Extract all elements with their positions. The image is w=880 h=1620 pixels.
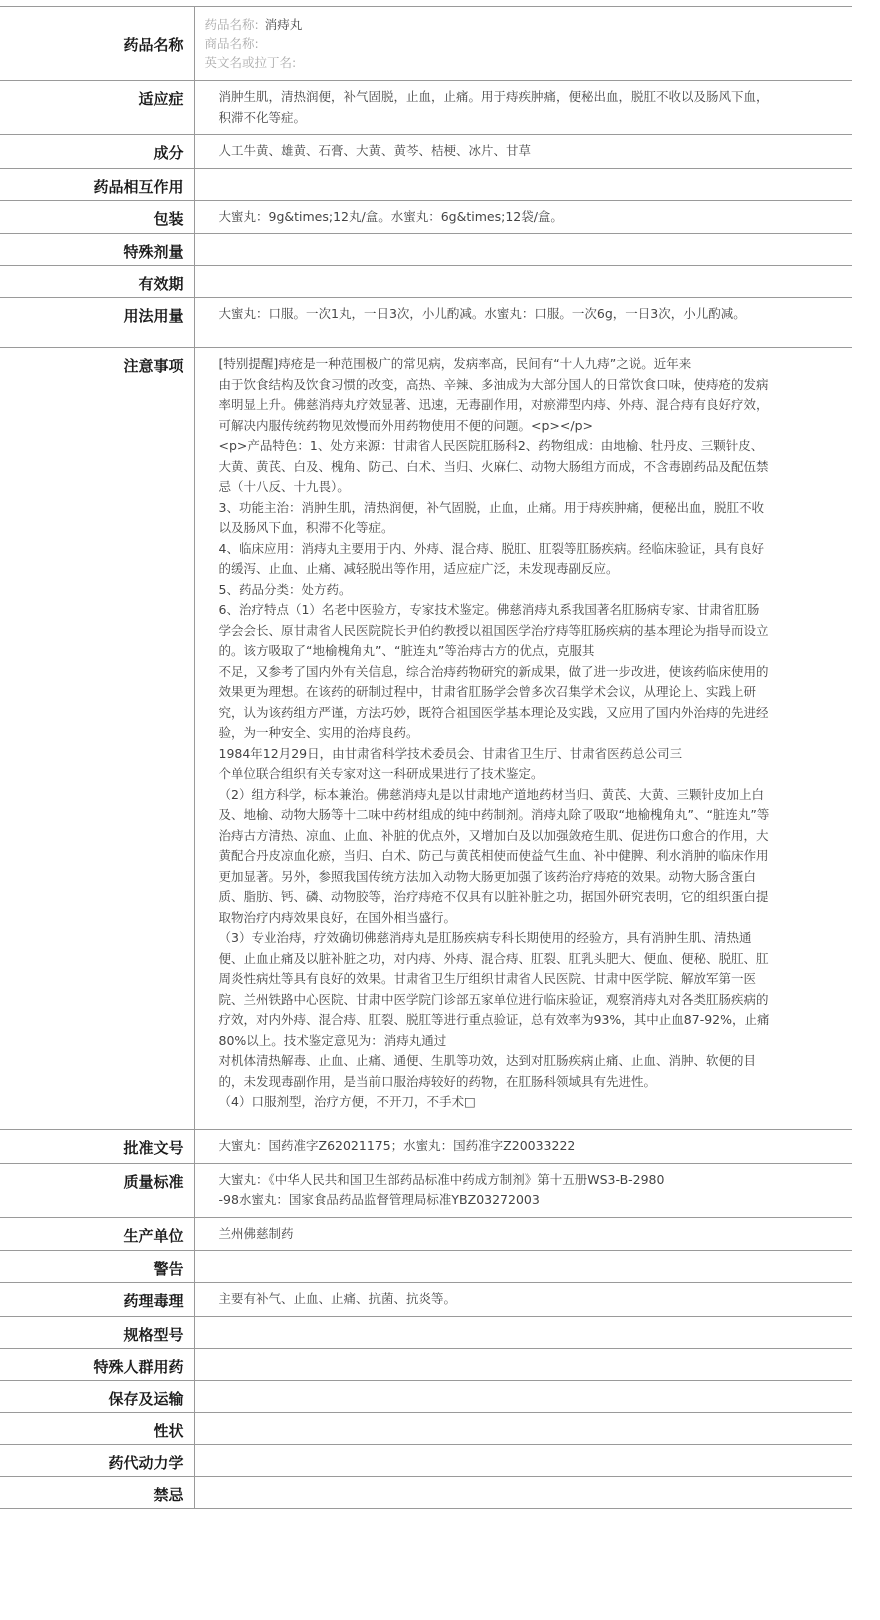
- row-special-groups: [0, 1348, 852, 1380]
- row-ingredients: [0, 135, 852, 169]
- row-pharmacokinetics: [0, 1444, 852, 1476]
- row-label: 适应症: [0, 81, 194, 135]
- quality-line: -98水蜜丸：国家食品药品监督管理局标准YBZ03272003: [218, 1192, 540, 1207]
- row-value: [194, 1476, 852, 1508]
- row-value: [194, 1348, 852, 1380]
- row-value: [194, 1316, 852, 1348]
- notes-paragraph: （3）专业治痔，疗效确切佛慈消痔丸是肛肠疾病专科长期使用的经验方，具有消肿生肌、清热通便、止血止痛及以脏补脏之功，对内痔、外痔、混合痔、肛裂、肛乳头肥大、便血、便秘、脱肛、肛周炎性病灶等具有良好的效果。甘肃省卫生厅组织甘肃省人民医院、甘肃中医学院、解放军第一医院、兰州铁路中心医院、甘肃中医学院门诊部五家单位进行临床验证，观察消痔丸对各类肛肠疾病的疗效，对内外痔、混合痔、肛裂、脱肛等进行重点验证，总有效率为93%，其中止血87-92%，止痛80%以上。技术鉴定意见为：消痔丸通过: [218, 930, 770, 1048]
- notes-paragraph: （4）口服剂型，治疗方便，不开刀，不手术□: [218, 1094, 476, 1109]
- generic-name-label: 药品名称:: [204, 17, 259, 32]
- row-value: 兰州佛慈制药: [194, 1217, 852, 1251]
- row-value: 大蜜丸：9g&times;12丸/盒。水蜜丸：6g&times;12袋/盒。: [194, 200, 852, 234]
- row-label: 特殊剂量: [0, 234, 194, 266]
- row-label: 注意事项: [0, 348, 194, 1130]
- row-label: 特殊人群用药: [0, 1348, 194, 1380]
- row-approval: [0, 1130, 852, 1164]
- row-value: [194, 168, 852, 200]
- row-label: 药品名称: [0, 7, 194, 81]
- notes-paragraph: 由于饮食结构及饮食习惯的改变，高热、辛辣、多油成为大部分国人的日常饮食口味，使痔疮的发病率明显上升。佛慈消痔丸疗效显著、迅速，无毒副作用，对瘀滞型内痔、外痔、混合痔有良好疗效，可解决内服传统药物见效慢而外用药物使用不便的问题。<p></p>: [218, 376, 769, 433]
- drug-info-table: [0, 6, 852, 1509]
- generic-name-value: 消痔丸: [264, 17, 303, 32]
- row-package: [0, 200, 852, 234]
- notes-paragraph: （2）组方科学，标本兼治。佛慈消痔丸是以甘肃地产道地药材当归、黄芪、大黄、三颗针皮加上白及、地榆、动物大肠等十二味中药材组成的纯中药制剂。消痔丸除了吸取“地榆槐角丸”、“脏连丸”等治痔古方清热、凉血、止血、补脏的优点外，又增加白及以加强敛疮生肌、促进伤口愈合的作用，大黄配合丹皮凉血化瘀，当归、白术、防己与黄芪相使而使益气生血、补中健脾、利水消肿的临床作用更加显著。另外，参照我国传统方法加入动物大肠更加强了该药治疗痔疮的效果。动物大肠含蛋白质、脂肪、钙、磷、动物胶等，治疗痔疮不仅具有以脏补脏之功，据国外研究表明，它的组织蛋白提取物治疗内痔效果良好，在国外相当盛行。: [218, 786, 770, 925]
- notes-paragraph: 个单位联合组织有关专家对这一科研成果进行了技术鉴定。: [218, 766, 544, 781]
- row-value: [194, 1380, 852, 1412]
- row-notes: [0, 348, 852, 1130]
- row-manufacturer: [0, 1217, 852, 1251]
- row-label: 保存及运输: [0, 1380, 194, 1412]
- notes-paragraph: 4、临床应用：消痔丸主要用于内、外痔、混合痔、脱肛、肛裂等肛肠疾病。经临床验证，具有良好的缓泻、止血、止痛、减轻脱出等作用，适应症广泛，未发现毒副反应。: [218, 540, 764, 576]
- notes-paragraph: <p>产品特色：1、处方来源：甘肃省人民医院肛肠科2、药物组成：由地榆、牡丹皮、三颗针皮、大黄、黄芪、白及、槐角、防己、白术、当归、火麻仁、动物大肠组方而成，不含毒剧药品及配伍禁忌（十八反、十九畏）。: [218, 438, 769, 494]
- row-label: 批准文号: [0, 1130, 194, 1164]
- notes-paragraph: 3、功能主治：消肿生肌，清热润便，补气固脱，止血，止痛。用于痔疾肿痛，便秘出血，脱肛不收以及肠风下血，积滞不化等症。: [218, 499, 764, 535]
- row-special-dose: [0, 234, 852, 266]
- row-value: [194, 1412, 852, 1444]
- row-contraindications: [0, 1476, 852, 1508]
- row-label: 禁忌: [0, 1476, 194, 1508]
- row-usage: [0, 298, 852, 348]
- row-label: 生产单位: [0, 1217, 194, 1251]
- notes-paragraph: 对机体清热解毒、止血、止痛、通便、生肌等功效，达到对肛肠疾病止痛、止血、消肿、软便的目的，未发现毒副作用，是当前口服治痔较好的药物，在肛肠科领域具有先进性。: [218, 1053, 757, 1089]
- notes-paragraph: 1984年12月29日，由甘肃省科学技术委员会、甘肃省卫生厅、甘肃省医药总公司三: [218, 745, 683, 761]
- row-value: 大蜜丸：国药准字Z62021175；水蜜丸：国药准字Z20033222: [194, 1130, 852, 1164]
- row-label: 包装: [0, 200, 194, 234]
- row-label: 药品相互作用: [0, 168, 194, 200]
- row-label: 药理毒理: [0, 1283, 194, 1317]
- row-quality: [0, 1163, 852, 1217]
- row-interaction: [0, 168, 852, 200]
- row-label: 质量标准: [0, 1163, 194, 1217]
- row-label: 规格型号: [0, 1316, 194, 1348]
- row-label: 警告: [0, 1251, 194, 1283]
- row-warning: [0, 1251, 852, 1283]
- trade-name-label: 商品名称:: [204, 36, 259, 51]
- notes-paragraph: [特别提醒]痔疮是一种范围极广的常见病，发病率高，民间有“十人九痔”之说。近年来: [218, 356, 692, 371]
- row-value: [194, 266, 852, 298]
- notes-paragraph: 6、治疗特点（1）名老中医验方，专家技术鉴定。佛慈消痔丸系我国著名肛肠病专家、甘肃省肛肠学会会长、原甘肃省人民医院院长尹伯约教授以祖国医学治疗痔等肛肠疾病的基本理论为指导而设立的。该方吸取了“地榆槐角丸”、“脏连丸”等治痔古方的优点，克服其: [218, 602, 769, 658]
- quality-cell: [194, 1163, 852, 1217]
- drug-name-cell: [194, 7, 852, 81]
- row-drug-name: [0, 7, 852, 81]
- row-value: 消肿生肌，清热润便，补气固脱，止血，止痛。用于痔疾肿痛，便秘出血，脱肛不收以及肠风下血，积滞不化等症。: [194, 81, 852, 135]
- row-label: 药代动力学: [0, 1444, 194, 1476]
- row-value: [194, 1444, 852, 1476]
- row-storage: [0, 1380, 852, 1412]
- row-value: [194, 234, 852, 266]
- row-spec: [0, 1316, 852, 1348]
- row-label: 用法用量: [0, 298, 194, 348]
- row-value: [194, 1251, 852, 1283]
- row-value: 主要有补气、止血、止痛、抗菌、抗炎等。: [194, 1283, 852, 1317]
- row-value: 人工牛黄、雄黄、石膏、大黄、黄芩、桔梗、冰片、甘草: [194, 135, 852, 169]
- row-indication: [0, 81, 852, 135]
- row-label: 性状: [0, 1412, 194, 1444]
- quality-line: 大蜜丸：《中华人民共和国卫生部药品标准中药成方制剂》第十五册WS3-B-2980: [218, 1171, 665, 1187]
- row-label: 成分: [0, 135, 194, 169]
- row-appearance: [0, 1412, 852, 1444]
- notes-paragraph: 不足，又参考了国内外有关信息，综合治痔药物研究的新成果，做了进一步改进，使该药临床使用的效果更为理想。在该药的研制过程中，甘肃省肛肠学会曾多次召集学术会议，从理论上、实践上研究，认为该药组方严谨，方法巧妙，既符合祖国医学基本理论及实践，又应用了国内外治痔的先进经验，为一种安全、实用的治痔良药。: [218, 663, 769, 740]
- row-value: 大蜜丸：口服。一次1丸，一日3次，小儿酌减。水蜜丸：口服。一次6g，一日3次，小儿酌减。: [194, 298, 852, 348]
- row-pharmacology: [0, 1283, 852, 1317]
- english-name-label: 英文名或拉丁名:: [204, 55, 297, 70]
- row-label: 有效期: [0, 266, 194, 298]
- notes-paragraph: 5、药品分类：处方药。: [218, 581, 352, 597]
- notes-cell: [194, 348, 852, 1130]
- row-validity: [0, 266, 852, 298]
